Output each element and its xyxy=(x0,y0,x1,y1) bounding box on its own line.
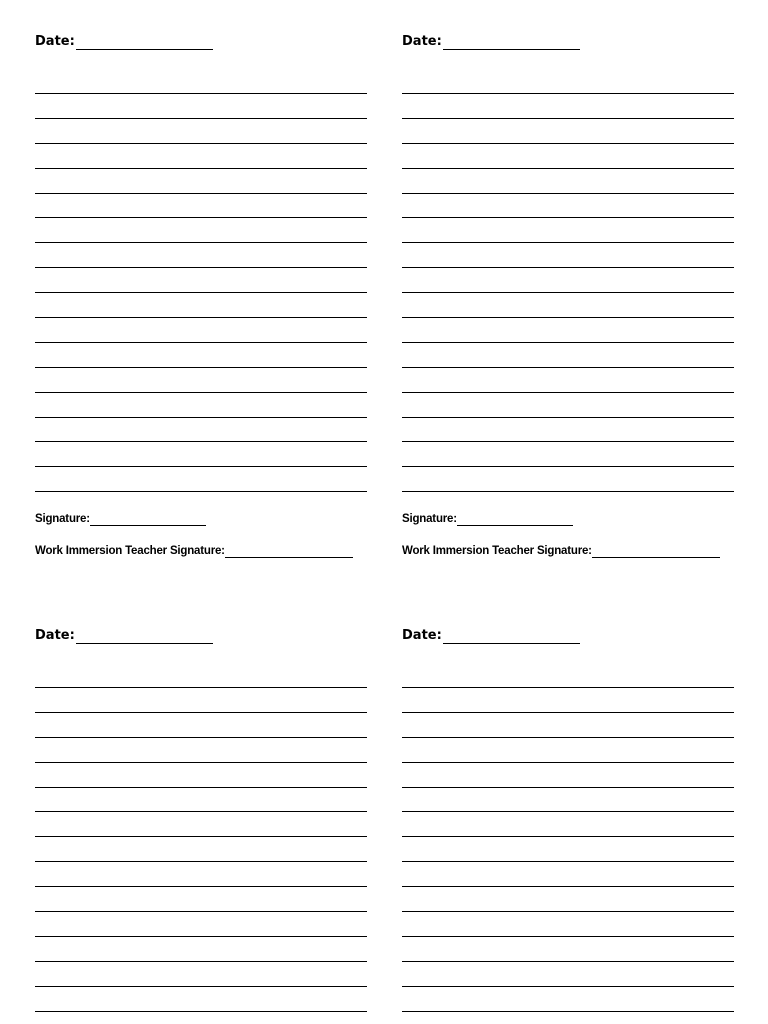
writing-line[interactable] xyxy=(402,243,734,268)
writing-line[interactable] xyxy=(35,738,367,763)
writing-line[interactable] xyxy=(402,75,734,94)
teacher-signature-field[interactable] xyxy=(35,544,367,558)
student-signature-field[interactable] xyxy=(35,512,367,526)
date-field[interactable] xyxy=(35,628,367,644)
writing-line[interactable] xyxy=(402,368,734,393)
writing-line[interactable] xyxy=(35,194,367,219)
writing-line[interactable] xyxy=(35,467,367,492)
writing-line[interactable] xyxy=(402,812,734,837)
date-field[interactable] xyxy=(402,34,734,50)
teacher-signature-field[interactable] xyxy=(402,544,734,558)
writing-line[interactable] xyxy=(35,937,367,962)
writing-line[interactable] xyxy=(35,688,367,713)
writing-line[interactable] xyxy=(402,688,734,713)
writing-line[interactable] xyxy=(35,713,367,738)
writing-line[interactable] xyxy=(402,318,734,343)
writing-line[interactable] xyxy=(402,763,734,788)
date-field[interactable] xyxy=(35,34,367,50)
writing-line[interactable] xyxy=(35,763,367,788)
writing-line[interactable] xyxy=(35,268,367,293)
writing-line[interactable] xyxy=(402,713,734,738)
journal-entry-2 xyxy=(402,34,734,558)
date-field[interactable] xyxy=(402,628,734,644)
writing-line[interactable] xyxy=(35,144,367,169)
writing-line[interactable] xyxy=(35,293,367,318)
writing-line[interactable] xyxy=(35,169,367,194)
writing-line[interactable] xyxy=(402,418,734,443)
writing-line[interactable] xyxy=(402,987,734,1012)
signature-blank[interactable] xyxy=(90,514,206,526)
writing-line[interactable] xyxy=(35,442,367,467)
date-label: Date: xyxy=(35,628,75,643)
writing-lines[interactable] xyxy=(35,669,367,1012)
writing-line[interactable] xyxy=(35,837,367,862)
writing-line[interactable] xyxy=(35,218,367,243)
writing-line[interactable] xyxy=(35,887,367,912)
date-label: Date: xyxy=(402,34,442,49)
writing-line[interactable] xyxy=(402,912,734,937)
writing-line[interactable] xyxy=(35,669,367,688)
writing-line[interactable] xyxy=(35,418,367,443)
writing-line[interactable] xyxy=(402,937,734,962)
writing-line[interactable] xyxy=(35,343,367,368)
writing-line[interactable] xyxy=(402,169,734,194)
writing-line[interactable] xyxy=(402,738,734,763)
writing-line[interactable] xyxy=(402,343,734,368)
journal-entry-3 xyxy=(35,628,367,1012)
writing-line[interactable] xyxy=(402,144,734,169)
writing-line[interactable] xyxy=(402,887,734,912)
writing-line[interactable] xyxy=(35,788,367,813)
writing-line[interactable] xyxy=(402,467,734,492)
writing-line[interactable] xyxy=(402,293,734,318)
writing-line[interactable] xyxy=(35,75,367,94)
writing-line[interactable] xyxy=(35,862,367,887)
date-label: Date: xyxy=(35,34,75,49)
writing-line[interactable] xyxy=(35,393,367,418)
writing-line[interactable] xyxy=(35,119,367,144)
teacher-signature-label: Work Immersion Teacher Signature: xyxy=(35,545,225,558)
writing-line[interactable] xyxy=(402,837,734,862)
signature-blank[interactable] xyxy=(457,514,573,526)
writing-line[interactable] xyxy=(402,194,734,219)
writing-line[interactable] xyxy=(402,218,734,243)
writing-line[interactable] xyxy=(35,243,367,268)
writing-line[interactable] xyxy=(35,368,367,393)
date-blank[interactable] xyxy=(443,631,580,644)
writing-line[interactable] xyxy=(402,393,734,418)
signature-label: Signature: xyxy=(35,513,90,526)
journal-entry-1 xyxy=(35,34,367,558)
writing-lines[interactable] xyxy=(35,75,367,492)
teacher-signature-blank[interactable] xyxy=(225,546,353,558)
date-label: Date: xyxy=(402,628,442,643)
writing-lines[interactable] xyxy=(402,669,734,1012)
writing-line[interactable] xyxy=(35,987,367,1012)
writing-line[interactable] xyxy=(402,442,734,467)
writing-line[interactable] xyxy=(35,812,367,837)
writing-line[interactable] xyxy=(402,788,734,813)
writing-line[interactable] xyxy=(402,119,734,144)
teacher-signature-label: Work Immersion Teacher Signature: xyxy=(402,545,592,558)
writing-line[interactable] xyxy=(402,268,734,293)
writing-line[interactable] xyxy=(35,318,367,343)
date-blank[interactable] xyxy=(76,631,213,644)
student-signature-field[interactable] xyxy=(402,512,734,526)
writing-line[interactable] xyxy=(35,962,367,987)
journal-entry-4 xyxy=(402,628,734,1012)
date-blank[interactable] xyxy=(443,37,580,50)
writing-line[interactable] xyxy=(35,912,367,937)
signature-label: Signature: xyxy=(402,513,457,526)
writing-line[interactable] xyxy=(35,94,367,119)
writing-line[interactable] xyxy=(402,669,734,688)
writing-line[interactable] xyxy=(402,94,734,119)
writing-line[interactable] xyxy=(402,862,734,887)
writing-lines[interactable] xyxy=(402,75,734,492)
teacher-signature-blank[interactable] xyxy=(592,546,720,558)
date-blank[interactable] xyxy=(76,37,213,50)
writing-line[interactable] xyxy=(402,962,734,987)
